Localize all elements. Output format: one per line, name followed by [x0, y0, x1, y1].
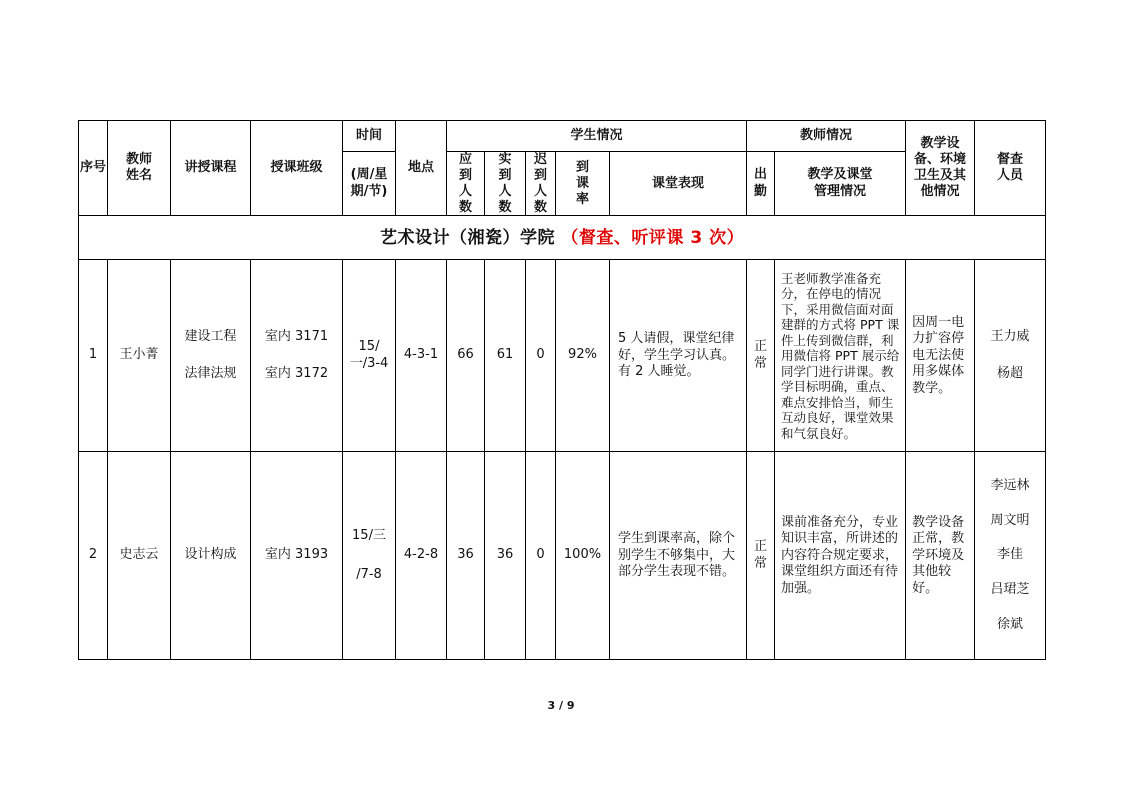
- page-number: 3 / 9: [547, 699, 575, 712]
- row-management: 课前准备充分，专业知识丰富，所讲述的内容符合规定要求，课堂组织方面还有待加强。: [775, 452, 906, 660]
- time-line: 15/三: [352, 528, 386, 544]
- header-should-attend: 应到人数: [447, 152, 485, 216]
- header-index: 序号: [79, 121, 108, 216]
- row-index: 2: [79, 452, 108, 660]
- header-equipment: 教学设备、环境卫生及其他情况: [906, 121, 975, 216]
- row-location: 4-3-1: [396, 260, 447, 452]
- inspector-name: 徐斌: [997, 617, 1024, 633]
- header-course: 讲授课程: [171, 121, 251, 216]
- header-class-performance: 课堂表现: [610, 152, 747, 216]
- row-time: [343, 452, 396, 660]
- header-teacher: 教师姓名: [108, 121, 171, 216]
- row-class: [251, 260, 343, 452]
- inspector-name: 李佳: [997, 547, 1024, 563]
- inspector-name: 吕珺芝: [990, 582, 1030, 598]
- row-time: 15/一/3-4: [343, 260, 396, 452]
- header-teacher-group: 教师情况: [747, 121, 906, 152]
- row-class: 室内 3193: [251, 452, 343, 660]
- row-equipment: 教学设备正常，教学环境及其他较好。: [906, 452, 975, 660]
- row-equipment: 因周一电力扩容停电无法使用多媒体教学。: [906, 260, 975, 452]
- class-name: 室内 3171: [264, 329, 329, 345]
- row-index: 1: [79, 260, 108, 452]
- inspector-name: 杨超: [997, 365, 1024, 381]
- row-teacher: 王小菁: [108, 260, 171, 452]
- header-time-sub: (周/星期/节): [343, 152, 396, 216]
- inspector-name: 周文明: [990, 512, 1030, 528]
- header-location: 地点: [396, 121, 447, 216]
- row-actual: 61: [485, 260, 526, 452]
- header-present: 出勤: [747, 152, 775, 216]
- section-note: （督查、听评课 3 次）: [561, 227, 745, 248]
- table-row: [79, 452, 1046, 660]
- row-rate: 100%: [556, 452, 610, 660]
- header-inspectors: 督查人员: [975, 121, 1046, 216]
- section-title: 艺术设计（湘瓷）学院: [379, 227, 555, 248]
- inspection-table: [78, 120, 1046, 660]
- row-inspectors: [975, 452, 1046, 660]
- row-management: 王老师教学准备充分，在停电的情况下，采用微信面对面建群的方式将 PPT 课件上传到微信群，利用微信将 PPT 展示给同学门进行讲课。教学目标明确，重点、难点安排恰当，师生互动良好，课堂效果和气氛良好。: [775, 260, 906, 452]
- inspector-name: 王力威: [990, 329, 1030, 345]
- row-late: 0: [526, 452, 556, 660]
- row-actual: 36: [485, 452, 526, 660]
- row-course: [171, 260, 251, 452]
- class-name: 室内 3172: [264, 365, 329, 381]
- row-course: 设计构成: [171, 452, 251, 660]
- table-row: [79, 260, 1046, 452]
- header-class: 授课班级: [251, 121, 343, 216]
- row-performance: 学生到课率高，除个别学生不够集中，大部分学生表现不错。: [610, 452, 747, 660]
- header-student-group: 学生情况: [447, 121, 747, 152]
- header-attendance-rate: 到课率: [556, 152, 610, 216]
- inspector-name: 李远林: [990, 477, 1030, 493]
- row-performance: 5 人请假，课堂纪律好，学生学习认真。有 2 人睡觉。: [610, 260, 747, 452]
- row-should: 66: [447, 260, 485, 452]
- row-inspectors: [975, 260, 1046, 452]
- row-present: 正常: [747, 260, 775, 452]
- course-name: 法律法规: [184, 365, 237, 381]
- section-banner: [79, 216, 1046, 260]
- header-time: 时间: [343, 121, 396, 152]
- row-should: 36: [447, 452, 485, 660]
- header-actual-attend: 实到人数: [485, 152, 526, 216]
- time-line: /7-8: [356, 566, 382, 582]
- row-late: 0: [526, 260, 556, 452]
- row-rate: 92%: [556, 260, 610, 452]
- course-name: 建设工程: [184, 329, 237, 345]
- header-late: 迟到人数: [526, 152, 556, 216]
- row-location: 4-2-8: [396, 452, 447, 660]
- header-teaching-management: 教学及课堂管理情况: [775, 152, 906, 216]
- row-teacher: 史志云: [108, 452, 171, 660]
- row-present: 正常: [747, 452, 775, 660]
